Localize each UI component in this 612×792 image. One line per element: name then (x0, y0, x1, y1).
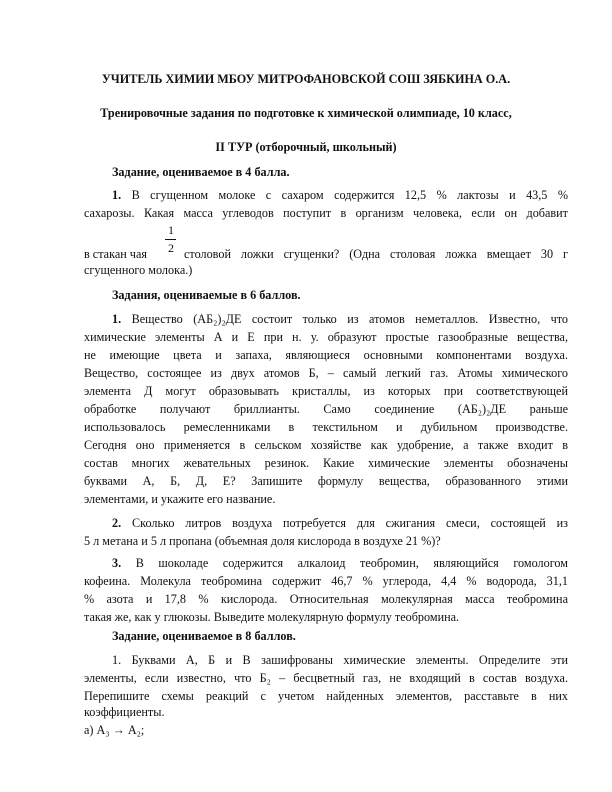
task-4-1-line-2: сахарозы. Какая масса углеводов поступит в организм человека, если он добавит (84, 206, 568, 220)
task-6-1-line-1 (112, 311, 568, 327)
task-6-2-line-2: 5 л метана и 5 л пропана (объемная доля кислорода в воздухе 21 %)? (84, 534, 441, 548)
reaction-a: а) А₃ → А₂; (84, 723, 145, 737)
task-8-1-line-last: коэффициенты. (84, 705, 165, 719)
task-text: В шоколаде содержится алкалоид теобромин, являющийся гомологом (135, 556, 569, 570)
tour-title: II ТУР (отборочный, школьный) (215, 140, 397, 154)
task-6-2-line-1 (112, 515, 568, 531)
task-6-1-line: элемента Д могут образовывать кристаллы, из которых при соответствующей (84, 384, 568, 398)
task-4-1-line-3-after: столовой ложки сгущенки? (Одна столовая ложка вмещает 30 г (184, 247, 568, 261)
task-text: Вещество (АБ₂)₂ДЕ состоит только из атомов неметаллов. Известно, что (131, 312, 569, 326)
author-line: УЧИТЕЛЬ ХИМИИ МБОУ МИТРОФАНОВСКОЙ СОШ ЗЯБКИНА О.А. (101, 72, 511, 86)
task-number: 3. (112, 556, 122, 570)
task-6-1-line: Вещество, состоящее из двух атомов Б, – самый легкий газ. Атомы химического (84, 366, 568, 380)
fraction-numerator: 1 (168, 223, 174, 237)
task-6-3-line-1 (112, 555, 568, 571)
task-8-1-line-1 (112, 652, 568, 668)
task-6-1-line: обработке получают бриллианты. Само соединение (АБ₂)₂ДЕ раньше (84, 402, 568, 416)
task-text: Буквами А, Б и В зашифрованы химические элементы. Определите эти (131, 653, 569, 667)
section-8-heading: Задание, оцениваемое в 8 баллов. (112, 629, 296, 643)
task-8-1-line: элементы, если известно, что Б₂ – бесцветный газ, не входящий в состав воздуха. (84, 671, 568, 685)
task-6-1-line: не имеющие цвета и запаха, являющиеся основными компонентами воздуха. (84, 348, 568, 362)
task-6-3-line: % азота и 17,8 % кислорода. Относительная молекулярная масса теобромина (84, 592, 568, 606)
task-6-3-line: кофеина. Молекула теобромина содержит 46,7 % углерода, 4,4 % водорода, 31,1 (84, 574, 568, 588)
task-6-1-line: Сегодня оно применяется в сельском хозяйстве как удобрение, а также входит в (84, 438, 568, 452)
task-6-1-line: буквами А, Б, Д, Е? Запишите формулу вещества, образованного этими (84, 474, 568, 488)
task-6-3-line-last: такая же, как у глюкозы. Выведите молекулярную формулу теобромина. (84, 610, 460, 624)
section-6-heading: Задания, оцениваемые в 6 баллов. (112, 288, 301, 302)
task-4-1-line-1 (112, 187, 568, 203)
task-text: Сколько литров воздуха потребуется для сжигания смеси, состоящей из (132, 516, 568, 530)
task-text: В сгущенном молоке с сахаром содержится 12,5 % лактозы и 43,5 % (131, 188, 568, 202)
section-4-heading: Задание, оцениваемое в 4 балла. (112, 165, 290, 179)
task-6-1-line: химические элементы А и Е при н. у. образуют простые газообразные вещества, (84, 330, 568, 344)
task-number: 1. (112, 312, 122, 326)
fraction-denominator: 2 (168, 241, 174, 255)
fraction-bar (165, 239, 176, 240)
task-6-1-line-last: элементами, и укажите его название. (84, 492, 276, 506)
task-6-1-line: использовалось ремесленниками в текстильном и дубильном производстве. (84, 420, 568, 434)
task-number: 1. (112, 653, 122, 667)
task-8-1-line: Перепишите схемы реакций с учетом найденных элементов, расставьте в них (84, 689, 568, 703)
subtitle: Тренировочные задания по подготовке к химической олимпиаде, 10 класс, (100, 106, 512, 120)
task-4-1-line-4: сгущенного молока.) (84, 263, 193, 277)
task-number: 2. (112, 516, 122, 530)
task-number: 1. (112, 188, 122, 202)
task-6-1-line: состав многих жевательных резинок. Какие химические элементы обозначены (84, 456, 568, 470)
task-4-1-line-3-before: в стакан чая (84, 247, 147, 261)
